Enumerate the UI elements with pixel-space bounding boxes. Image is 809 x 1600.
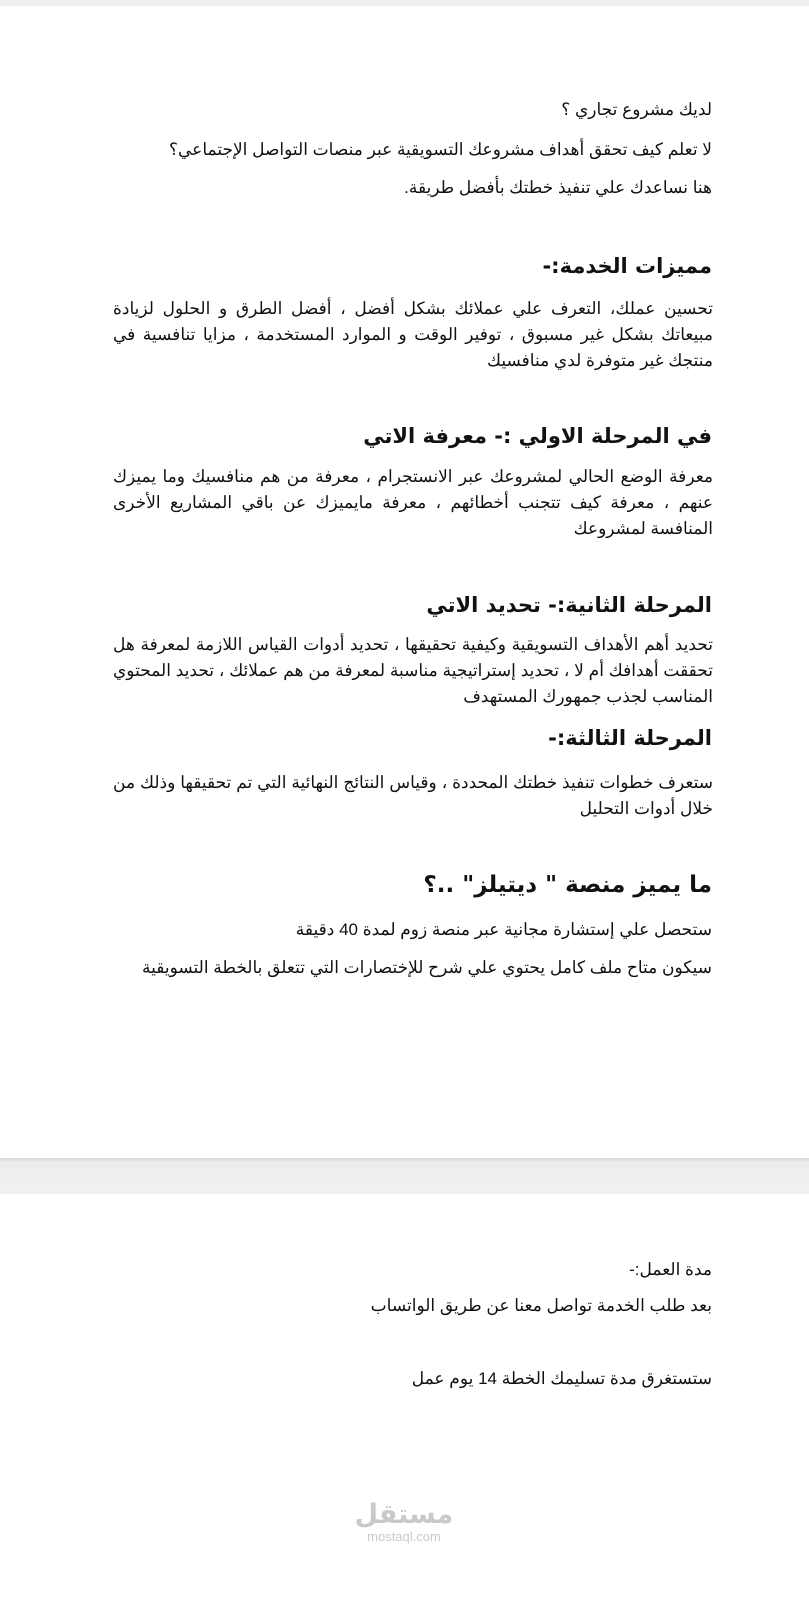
phase1-paragraph: معرفة الوضع الحالي لمشروعك عبر الانستجرام ، معرفة من هم منافسيك وما يميزك عنهم ، معرفة كيف تتجنب أخطائهم ، معرفة مايميزك عن باقي المشاريع الأخرى المنافسة لمشروعك (113, 467, 713, 538)
mostaql-watermark-logo (354, 1500, 454, 1544)
intro-line-1: لديك مشروع تجاري ؟ (561, 100, 712, 119)
phase3-paragraph: ستعرف خطوات تنفيذ خطتك المحددة ، وقياس النتائج النهائية التي تم تحقيقها وذلك من خلال أدوات التحليل (113, 773, 713, 818)
contact-line: بعد طلب الخدمة تواصل معنا عن طريق الواتساب (370, 1296, 712, 1315)
document-page-1 (0, 6, 809, 1158)
phase1-heading: في المرحلة الاولي :- معرفة الاتي (363, 424, 712, 448)
watermark-arabic-text: مستقل (354, 1499, 454, 1530)
phase2-heading: المرحلة الثانية:- تحديد الاتي (426, 593, 712, 617)
intro-line-3: هنا نساعدك علي تنفيذ خطتك بأفضل طريقة. (404, 178, 712, 197)
phase2-paragraph: تحديد أهم الأهداف التسويقية وكيفية تحقيقها ، تحديد أدوات القياس اللازمة لمعرفة هل تحققت أهدافك أم لا ، تحديد إستراتيجية مناسبة لمعرفة من هم عملائك ، تحديد المحتوي المناسب لجذب جمهورك المستهدف (113, 635, 713, 706)
platform-point-1: ستحصل علي إستشارة مجانية عبر منصة زوم لمدة 40 دقيقة (295, 920, 712, 939)
intro-line-2: لا تعلم كيف تحقق أهداف مشروعك التسويقية عبر منصات التواصل الإجتماعي؟ (168, 140, 712, 159)
features-paragraph: تحسين عملك، التعرف علي عملائك بشكل أفضل ، أفضل الطرق و الحلول لزيادة مبيعاتك بشكل غير مسبوق ، توفير الوقت و الموارد المستخدمة ، مزايا تنافسية في منتجك غير متوفرة لدي منافسيك (113, 299, 713, 370)
phase3-heading: المرحلة الثالثة:- (548, 726, 712, 750)
platform-point-2: سيكون متاح ملف كامل يحتوي علي شرح للإختصارات التي تتعلق بالخطة التسويقية (142, 958, 712, 977)
watermark-latin-text: mostaql.com (367, 1529, 441, 1544)
duration-label: مدة العمل:- (629, 1260, 712, 1279)
features-heading: مميزات الخدمة:- (542, 254, 712, 278)
page-separator (0, 1158, 809, 1194)
platform-heading: ما يميز منصة " ديتيلز" ..؟ (423, 872, 712, 898)
delivery-line: ستستغرق مدة تسليمك الخطة 14 يوم عمل (411, 1369, 712, 1388)
